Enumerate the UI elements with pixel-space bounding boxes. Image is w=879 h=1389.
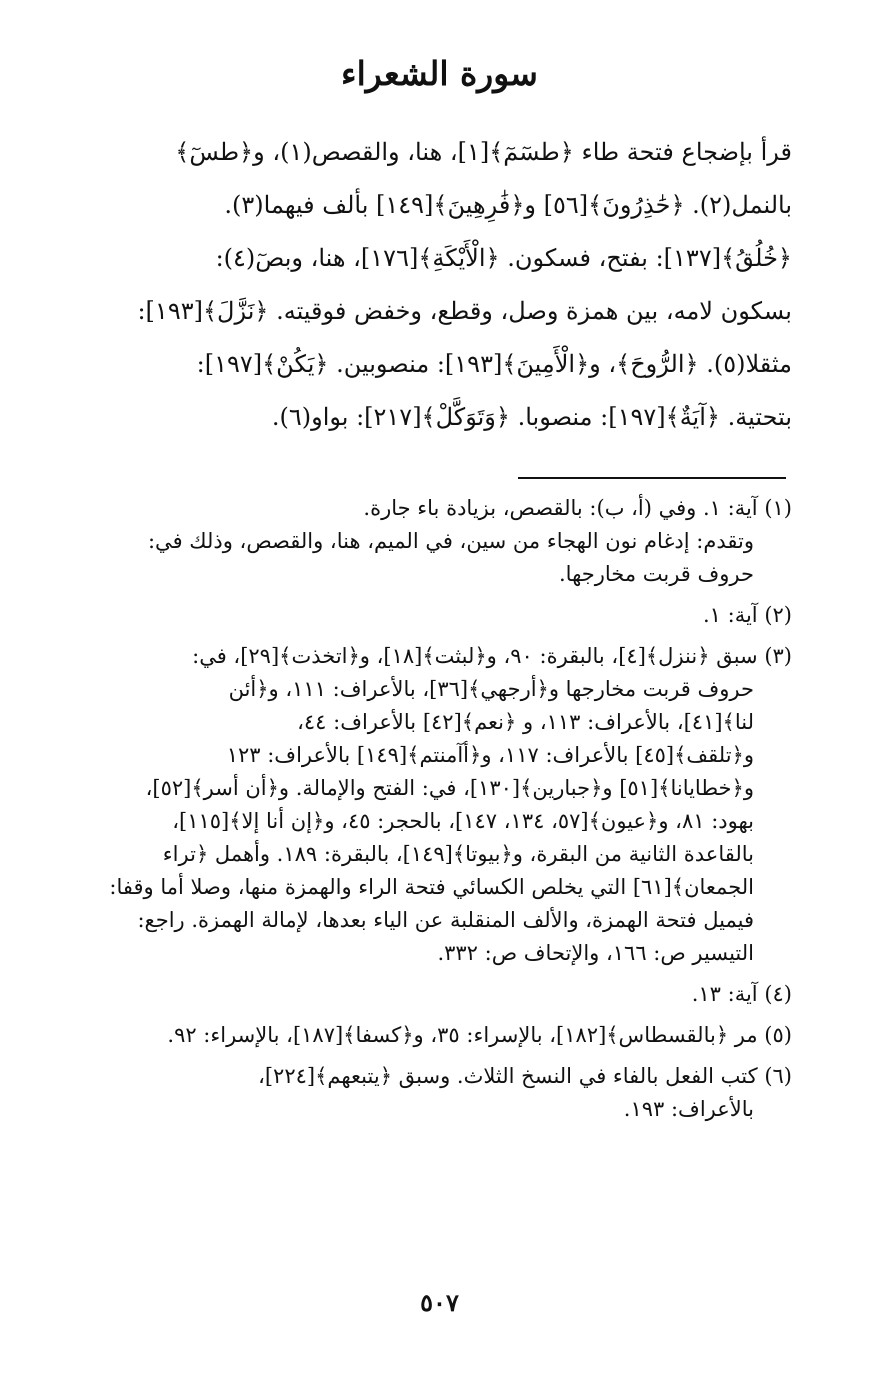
footnote-line: (٢) آية: ١.: [702, 603, 792, 627]
footnote-4: [72, 978, 792, 1011]
footnote-1: [72, 492, 792, 591]
footnote-separator: [518, 477, 786, 479]
footnote-6: [72, 1060, 792, 1126]
footnote-line: وتقدم: إدغام نون الهجاء من سين، في الميم، هنا، والقصص، وذلك في:: [147, 529, 754, 553]
footnote-2: [72, 599, 792, 632]
footnote-line: حروف قربت مخارجها و﴿أرجهي﴾[٣٦]، بالأعراف: ١١١، و﴿أئن: [228, 677, 754, 701]
footnote-3: [72, 640, 792, 970]
footnote-line: الجمعان﴾[٦١] التي يخلص الكسائي فتحة الراء والهمزة منها، وصلا أما وقفا:: [109, 875, 754, 899]
footnote-line: (١) آية: ١. وفي (أ، ب): بالقصص، بزيادة باء جارة.: [363, 496, 792, 520]
footnote-line: بالقاعدة الثانية من البقرة، و﴿بيوتا﴾[١٤٩]، بالبقرة: ١٨٩. وأهمل ﴿تراء: [162, 842, 754, 866]
footnote-line: (٦) كتب الفعل بالفاء في النسخ الثلاث. وسبق ﴿يتبعهم﴾[٢٢٤]،: [258, 1064, 792, 1088]
main-text-line: بسكون لامه، بين همزة وصل، وقطع، وخفض فوقيته. ﴿نَزَّلَ﴾[١٩٣]:: [137, 297, 792, 325]
main-text-line: ﴿خُلُقُ﴾[١٣٧]: بفتح، فسكون. ﴿الْأَيْكَةِ﴾[١٧٦]، هنا، وبصٓ(٤):: [215, 244, 792, 272]
footnote-line: بهود: ٨١، و﴿عيون﴾[٥٧، ١٣٤، ١٤٧]، بالحجر: ٤٥، و﴿إن أنا إلا﴾[١١٥]،: [172, 809, 754, 833]
footnote-line: بالأعراف: ١٩٣.: [623, 1097, 754, 1121]
footnote-line: و﴿تلقف﴾[٤٥] بالأعراف: ١١٧، و﴿أآمنتم﴾[١٤٩] بالأعراف: ١٢٣: [226, 743, 754, 767]
footnote-line: (٤) آية: ١٣.: [691, 982, 792, 1006]
footnote-line: لنا﴾[٤١]، بالأعراف: ١١٣، و ﴿نعم﴾[٤٢] بالأعراف: ٤٤،: [297, 710, 754, 734]
footnote-line: و﴿خطايانا﴾[٥١] و﴿جبارين﴾[١٣٠]، في: الفتح والإمالة. و﴿أن أسر﴾[٥٢]،: [145, 776, 754, 800]
main-text-line: بالنمل(٢). ﴿حَٰذِرُونَ﴾[٥٦] و﴿فَٰرِهِينَ﴾[١٤٩] بألف فيهما(٣).: [224, 191, 792, 219]
main-text-line: قرأ بإضجاع فتحة طاء ﴿طسٓمٓ﴾[١]، هنا، والقصص(١)، و﴿طسٓ﴾: [175, 138, 792, 166]
footnotes: [72, 492, 792, 1134]
footnote-line: (٥) مر ﴿بالقسطاس﴾[١٨٢]، بالإسراء: ٣٥، و﴿كسفا﴾[١٨٧]، بالإسراء: ٩٢.: [167, 1023, 792, 1047]
footnote-line: (٣) سبق ﴿ننزل﴾[٤]، بالبقرة: ٩٠، و﴿لبثت﴾[١٨]، و﴿اتخذت﴾[٢٩]، في:: [192, 644, 792, 668]
page-title: سورة الشعراء: [341, 54, 538, 93]
main-text-line: مثقلا(٥). ﴿الرُّوحَ﴾، و﴿الْأَمِينَ﴾[١٩٣]: منصوبين. ﴿يَكُنْ﴾[١٩٧]:: [196, 350, 792, 378]
page-number: ٥٠٧: [420, 1288, 459, 1317]
footnote-line: التيسير ص: ١٦٦، والإتحاف ص: ٣٣٢.: [437, 941, 754, 965]
footnote-line: حروف قربت مخارجها.: [559, 562, 754, 586]
main-text: [88, 126, 792, 444]
footnote-5: [72, 1019, 792, 1052]
footnote-line: فيميل فتحة الهمزة، والألف المنقلبة عن الياء بعدها، لإمالة الهمزة. راجع:: [137, 908, 754, 932]
main-text-line: بتحتية. ﴿آيَةٌ﴾[١٩٧]: منصوبا. ﴿وَتَوَكَّلْ﴾[٢١٧]: بواو(٦).: [271, 403, 792, 431]
